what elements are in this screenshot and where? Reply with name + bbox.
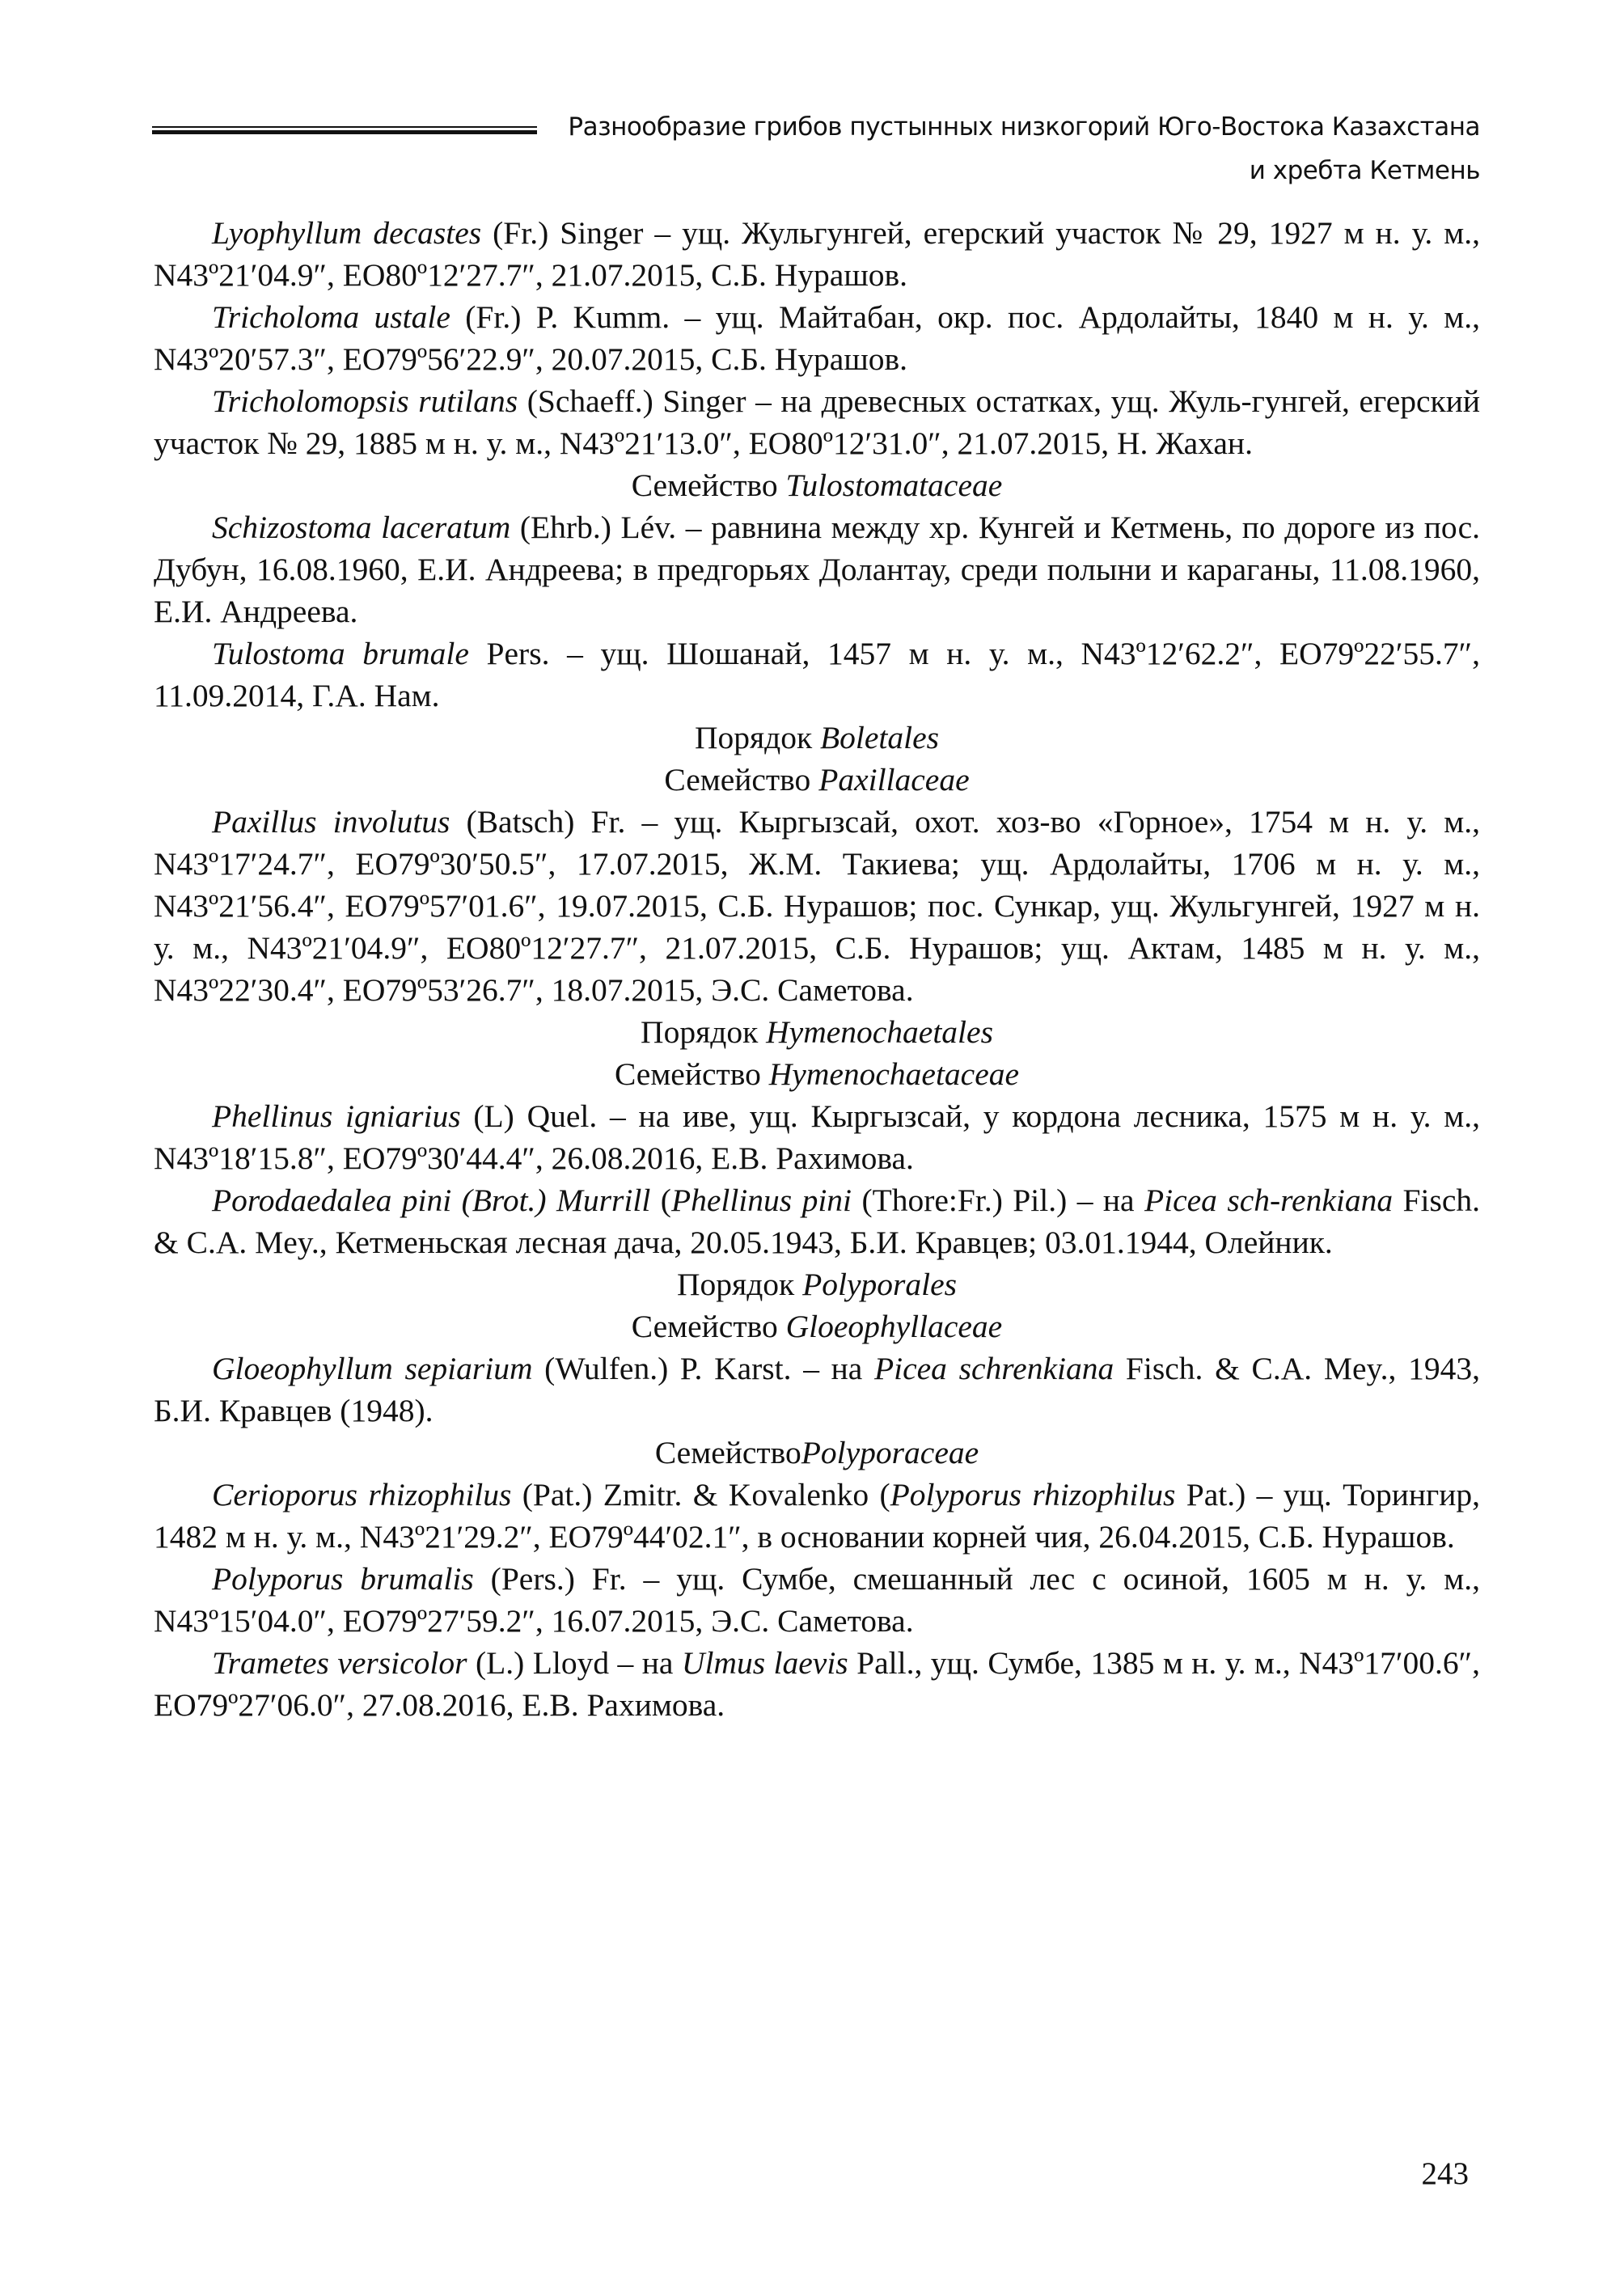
italic-taxon-name: Tulostomataceae [785,467,1003,503]
italic-taxon-name: Polyporus rhizophilus [890,1477,1176,1512]
species-record [154,801,1480,1011]
text-segment: Pers. – ущ. Шошанай, 1457 м н. у. м., N43º12′62.2″, EO79º22′55.7″, 11.09.2014, Г.А. Нам. [154,636,1480,713]
taxon-heading [154,464,1480,506]
text-segment: Семейство [631,1309,786,1344]
text-segment: (Pers.) Fr. – ущ. Сумбе, смешанный лес с осиной, 1605 м н. у. м., N43º15′04.0″, EO79º27′59.2″, 16.07.2015, Э.С. Саметова. [154,1561,1480,1639]
running-head [510,105,1480,192]
text-segment: Семейство [631,467,786,503]
text-segment: Семейство [654,1435,801,1470]
italic-taxon-name: Gloeophyllaceae [785,1309,1003,1344]
header-rule-thick-line [152,130,537,134]
text-segment: (Batsch) Fr. – ущ. Кыргызсай, охот. хоз-во «Горное», 1754 м н. у. м., N43º17′24.7″, EO79º30′50.5″, 17.07.2015, Ж.М. Такиева; ущ. Ардолайты, 1706 м н. у. м., N43º21′56.4″, EO79º57′01.6″, 19.07.2015, С.Б. Нурашов; пос. Сункар, ущ. Жульгунгей, 1927 м н. у. м., N43º21′04.9″, EO80º12′27.7″, 21.07.2015, С.Б. Нурашов; ущ. Актам, 1485 м н. у. м., N43º22′30.4″, EO79º53′26.7″, 18.07.2015, Э.С. Саметова. [154,804,1480,1008]
header-rule-thin-line [152,126,537,128]
text-segment: (Fr.) P. Kumm. – ущ. Майтабан, окр. пос. Ардолайты, 1840 м н. у. м., N43º20′57.3″, EO79º56′22.9″, 20.07.2015, С.Б. Нурашов. [154,299,1480,377]
taxon-heading [154,759,1480,801]
italic-taxon-name: Tricholoma ustale [212,299,450,335]
taxon-heading [154,717,1480,759]
text-segment: Порядок [694,720,821,755]
taxon-heading [154,1432,1480,1474]
text-segment: (L.) Lloyd – на [467,1645,682,1681]
italic-taxon-name: Tricholomopsis rutilans [212,383,518,419]
italic-taxon-name: Paxillus involutus [212,804,450,840]
italic-taxon-name: Trametes versicolor [212,1645,467,1681]
text-segment: (Ehrb.) Lév. – равнина между хр. Кунгей и Кетмень, по дороге из пос. Дубун, 16.08.1960, Е.И. Андреева; в предгорьях Долантау, среди полыни и караганы, 11.08.1960, Е.И. Андреева. [154,510,1480,629]
italic-taxon-name: Ulmus laevis [681,1645,848,1681]
header-rule [152,126,537,135]
taxon-heading [154,1053,1480,1095]
page-number: 243 [1421,2156,1469,2191]
italic-taxon-name: Polyporus brumalis [212,1561,474,1597]
italic-taxon-name: Picea sch-renkiana [1144,1182,1394,1218]
species-record [154,380,1480,464]
text-segment: Pat.) – ущ. Торингир, 1482 м н. у. м., N43º21′29.2″, EO79º44′02.1″, в основании корней чия, 26.04.2015, С.Б. Нурашов. [154,1477,1481,1555]
species-record [154,1642,1480,1726]
italic-taxon-name: Phellinus igniarius [212,1098,461,1134]
italic-taxon-name: Boletales [820,720,940,755]
text-segment: Семейство [614,1056,769,1092]
text-segment: (L) Quel. – на иве, ущ. Кыргызсай, у кордона лесника, 1575 м н. у. м., N43º18′15.8″, EO79º30′44.4″, 26.08.2016, Е.В. Рахимова. [154,1098,1481,1176]
italic-taxon-name: Lyophyllum decastes [212,215,482,251]
italic-taxon-name: Polyporaceae [801,1435,979,1470]
species-record [154,632,1480,717]
text-segment: Fisch. & C.A. Mey., Кетменьская лесная дача, 20.05.1943, Б.И. Кравцев; 03.01.1944, Олейник. [154,1182,1480,1260]
italic-taxon-name: Picea schrenkiana [874,1351,1114,1386]
text-segment: Pall., ущ. Сумбе, 1385 м н. у. м., N43º17′00.6″, EO79º27′06.0″, 27.08.2016, Е.В. Рахимова. [154,1645,1480,1723]
italic-taxon-name: Schizostoma laceratum [212,510,511,545]
species-record [154,1474,1480,1558]
species-record [154,506,1480,632]
species-record [154,296,1480,380]
text-segment: (Wulfen.) P. Karst. – на [532,1351,875,1386]
species-record [154,1347,1480,1432]
text-segment: Семейство [664,762,819,797]
italic-taxon-name: Phellinus pini [670,1182,852,1218]
text-segment: (Pat.) Zmitr. & Kovalenko ( [511,1477,890,1512]
text-segment: (Thore:Fr.) Pil.) – на [852,1182,1144,1218]
italic-taxon-name: Gloeophyllum sepiarium [212,1351,533,1386]
italic-taxon-name: Paxillaceae [818,762,970,797]
taxon-heading [154,1011,1480,1053]
taxon-heading [154,1305,1480,1347]
species-record [154,1095,1480,1179]
species-record [154,212,1480,296]
body-text [154,212,1480,1726]
species-record [154,1558,1480,1642]
text-segment: Fisch. & C.A. Mey., 1943, Б.И. Кравцев (1948). [154,1351,1480,1428]
text-segment: (Fr.) Singer – ущ. Жульгунгей, егерский участок № 29, 1927 м н. у. м., N43º21′04.9″, EO80º12′27.7″, 21.07.2015, С.Б. Нурашов. [154,215,1480,293]
text-segment: Порядок [677,1267,803,1302]
italic-taxon-name: Tulostoma brumale [212,636,469,671]
italic-taxon-name: Porodaedalea pini (Brot.) Murrill [212,1182,651,1218]
italic-taxon-name: Hymenochaetales [766,1014,993,1050]
italic-taxon-name: Hymenochaetaceae [768,1056,1020,1092]
running-head-line-2: и хребта Кетмень [1249,156,1480,185]
text-segment: ( [650,1182,671,1218]
taxon-heading [154,1263,1480,1305]
text-segment: Порядок [641,1014,767,1050]
italic-taxon-name: Cerioporus rhizophilus [212,1477,512,1512]
italic-taxon-name: Polyporales [802,1267,957,1302]
running-head-line-1: Разнообразие грибов пустынных низкогорий Юго-Востока Казахстана [568,112,1480,142]
text-segment: (Schaeff.) Singer – на древесных остатках, ущ. Жуль-гунгей, егерский участок № 29, 1885 м н. у. м., N43º21′13.0″, EO80º12′31.0″, 21.07.2015, Н. Жахан. [154,383,1480,461]
species-record [154,1179,1480,1263]
